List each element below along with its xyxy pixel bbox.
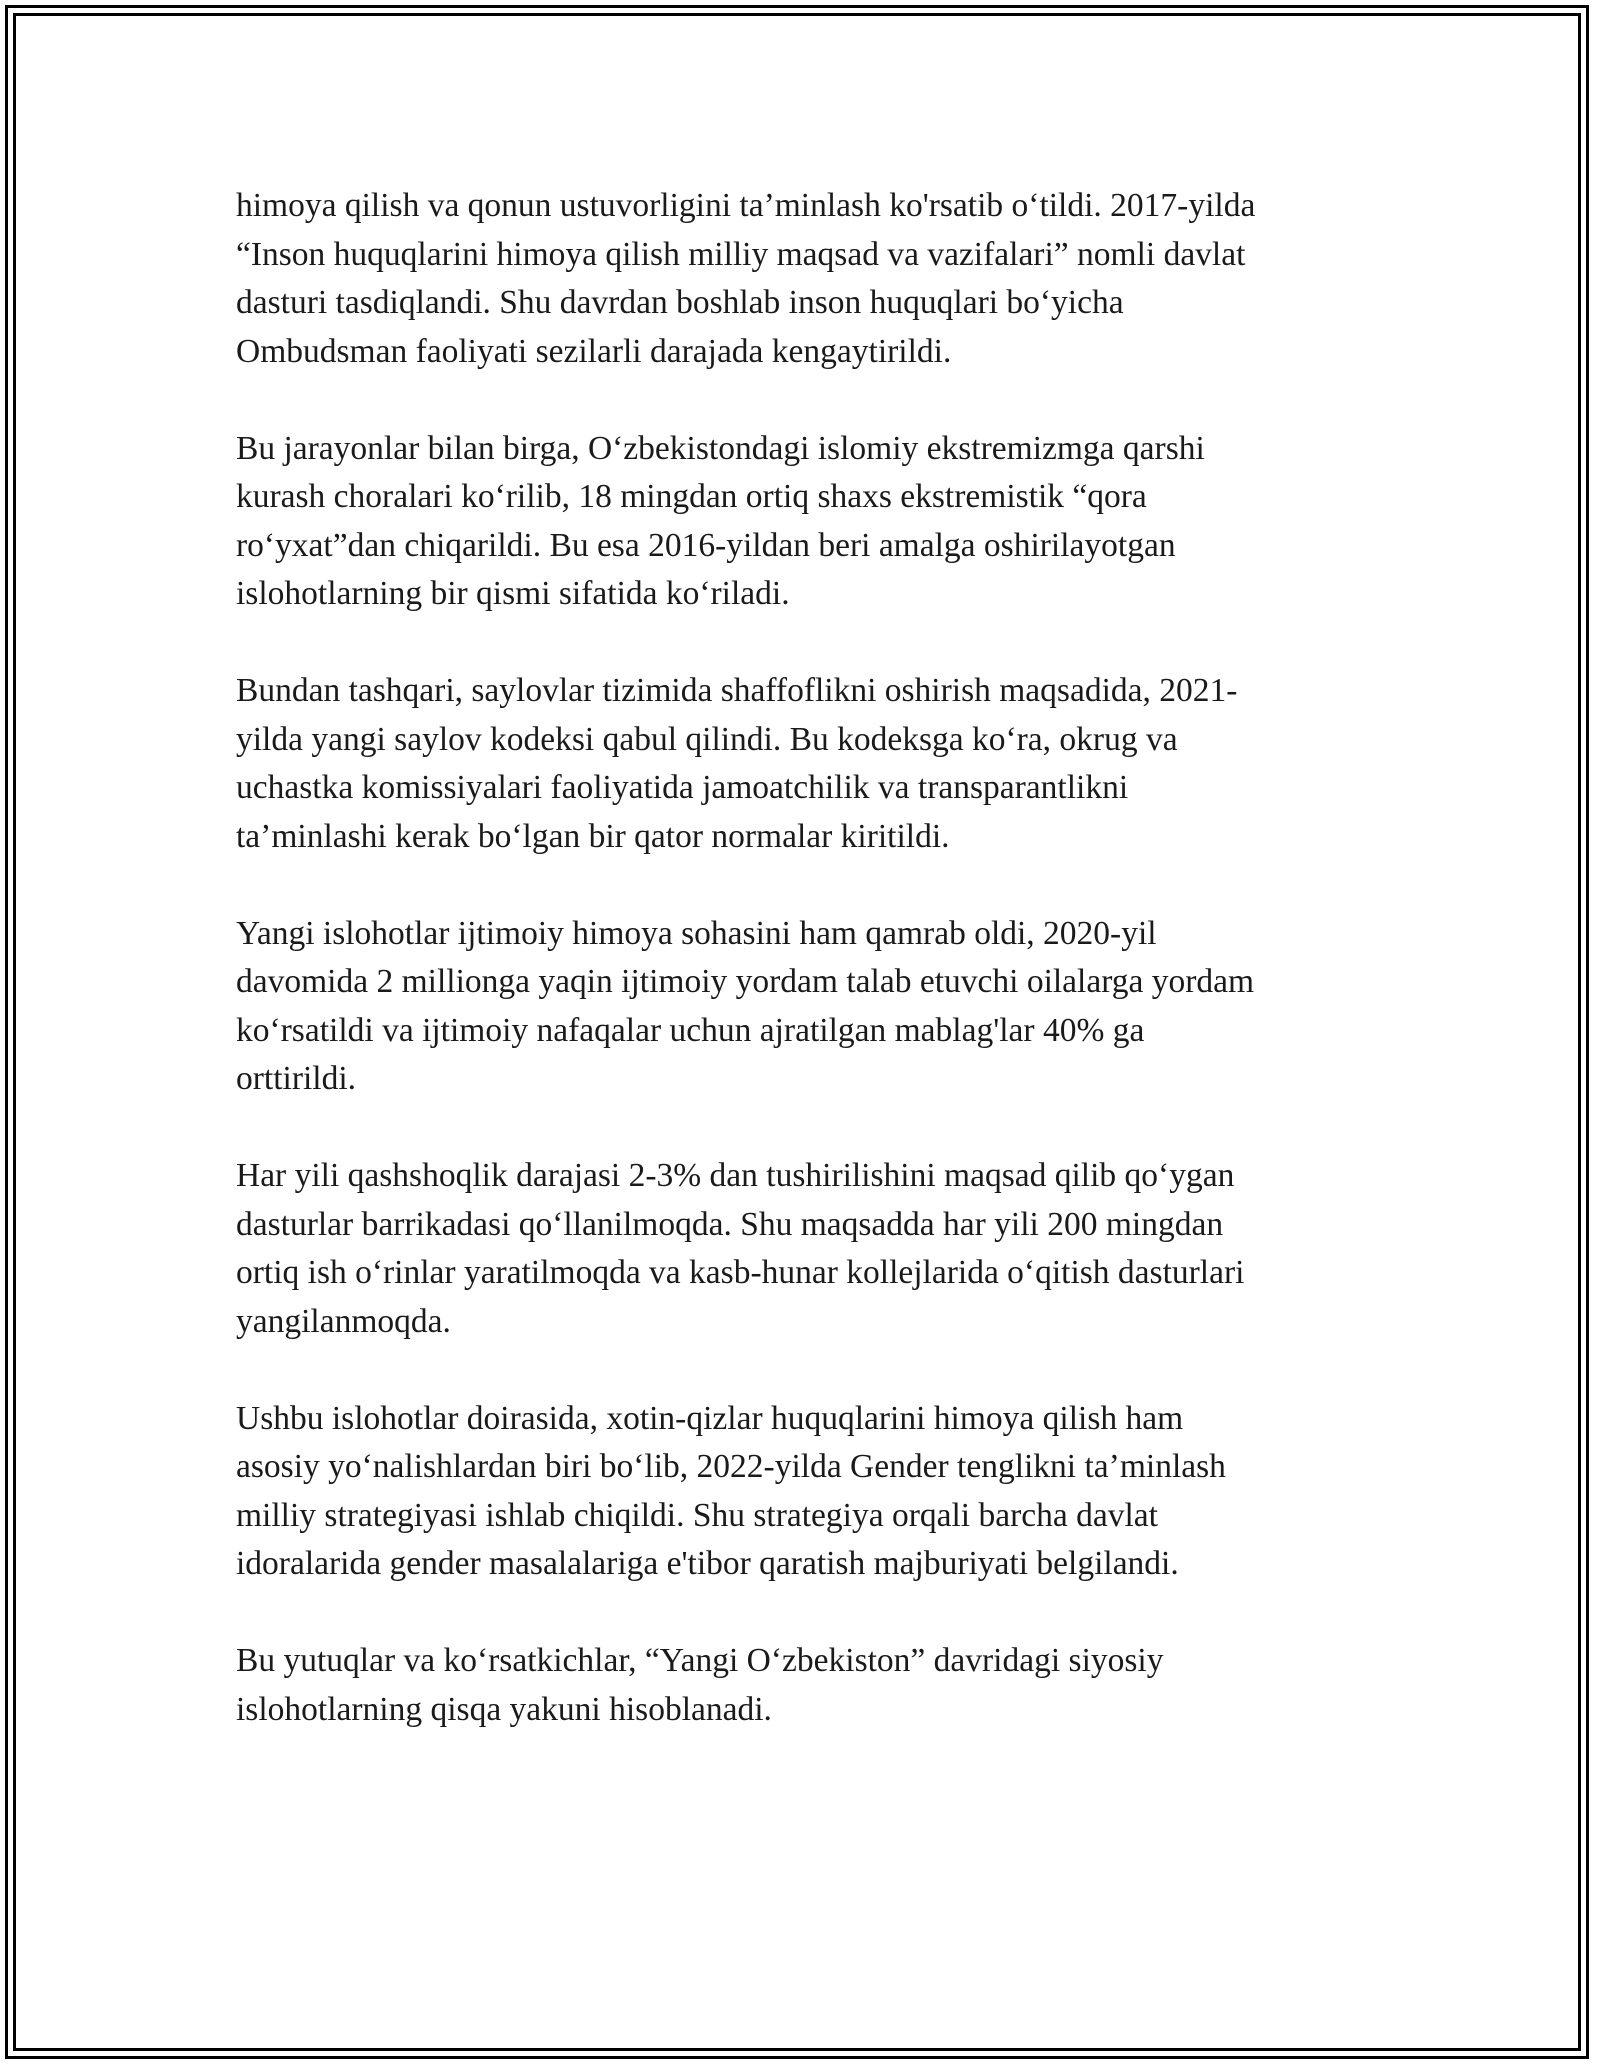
text-line: asosiy yo‘nalishlardan biri bo‘lib, 2022-yilda Gender tenglikni ta’minlash [236,1448,1226,1485]
paragraph [236,910,1364,1104]
text-line: yangilanmoqda. [236,1302,451,1340]
text-line: Har yili qashshoqlik darajasi 2-3% dan tushirilishini maqsad qilib qo‘ygan [236,1157,1235,1194]
paragraph [236,182,1364,376]
text-line: Ushbu islohotlar doirasida, xotin-qizlar huquqlarini himoya qilish ham [236,1399,1184,1437]
text-line: islohotlarning qisqa yakuni hisoblanadi. [236,1690,772,1728]
text-line: Ombudsman faoliyati sezilarli darajada kengaytirildi. [236,332,952,370]
paragraph [236,1637,1364,1734]
text-line: Bu jarayonlar bilan birga, O‘zbekistondagi islomiy ekstremizmga qarshi [236,429,1205,467]
text-line: davomida 2 millionga yaqin ijtimoiy yordam talab etuvchi oilalarga yordam [236,963,1255,1000]
text-line: Bundan tashqari, saylovlar tizimida shaffoflikni oshirish maqsadida, 2021- [236,672,1238,709]
text-line: Bu yutuqlar va ko‘rsatkichlar, “Yangi O‘zbekiston” davridagi siyosiy [236,1642,1164,1679]
text-line: “Inson huquqlarini himoya qilish milliy maqsad va vazifalari” nomli davlat [236,235,1246,273]
text-line: dasturlar barrikadasi qo‘llanilmoqda. Shu maqsadda har yili 200 mingdan [236,1205,1224,1243]
text-line: dasturi tasdiqlandi. Shu davrdan boshlab inson huquqlari bo‘yicha [236,284,1124,321]
text-line: milliy strategiyasi ishlab chiqildi. Shu strategiya orqali barcha davlat [236,1496,1158,1534]
paragraph [236,1395,1364,1589]
text-line: Yangi islohotlar ijtimoiy himoya sohasini ham qamrab oldi, 2020-yil [236,914,1157,952]
text-line: ortiq ish o‘rinlar yaratilmoqda va kasb-hunar kollejlarida o‘qitish dasturlari [236,1254,1245,1291]
paragraph [236,1152,1364,1346]
text-line: orttirildi. [236,1060,357,1097]
document-body [236,182,1364,1783]
text-line: yilda yangi saylov kodeksi qabul qilindi. Bu kodeksga ko‘ra, okrug va [236,720,1178,758]
text-line: ro‘yxat”dan chiqarildi. Bu esa 2016-yildan beri amalga oshirilayotgan [236,526,1176,564]
text-line: idoralarida gender masalalariga e'tibor qaratish majburiyati belgilandi. [236,1545,1179,1582]
text-line: ko‘rsatildi va ijtimoiy nafaqalar uchun ajratilgan mablag'lar 40% ga [236,1011,1145,1049]
text-line: kurash choralari ko‘rilib, 18 mingdan ortiq shaxs ekstremistik “qora [236,478,1147,515]
text-line: uchastka komissiyalari faoliyatida jamoatchilik va transparantlikni [236,769,1129,806]
text-line: ta’minlashi kerak bo‘lgan bir qator normalar kiritildi. [236,817,950,855]
text-line: islohotlarning bir qismi sifatida ko‘riladi. [236,575,790,612]
text-line: himoya qilish va qonun ustuvorligini ta’minlash ko'rsatib o‘tildi. 2017-yilda [236,187,1256,224]
paragraph [236,425,1364,619]
paragraph [236,667,1364,861]
